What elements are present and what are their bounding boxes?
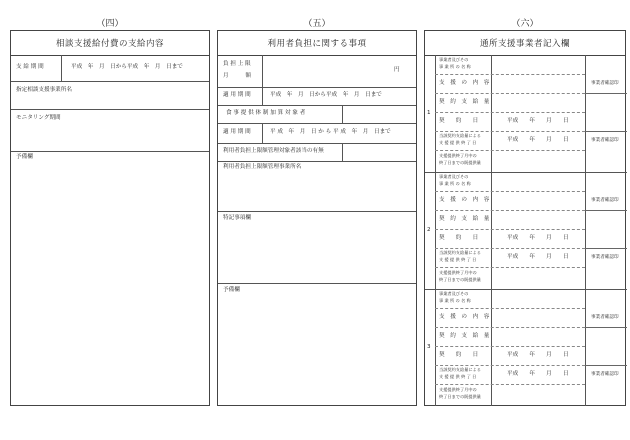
confirm-stamp: 事業者確認印 <box>591 81 619 86</box>
panel-title: 利用者負担に関する事項 <box>218 31 416 56</box>
remain-label-line-2: 終了日までの既提供量 <box>439 394 481 399</box>
remain-label-line-1: 支援提供終了月中の <box>439 270 477 275</box>
limit-label-2: 月 額 <box>223 73 251 79</box>
period-value: 平成 年 月 日から平成 年 月 日まで <box>71 64 183 70</box>
end-label-line-1: 当該契約支給量による <box>439 250 481 255</box>
support-label: 支 援 の 内 容 <box>439 314 490 320</box>
notes-label: 予備欄 <box>223 287 240 293</box>
mgmt-label: 利用者負担上限額管理対象者該当の有無 <box>223 148 324 154</box>
end-label-line-2: 支 援 提 供 終 了 日 <box>439 374 477 379</box>
provider-label-line-1: 事業者及びその <box>439 174 469 179</box>
period-value-a: 平成 年 月 日から平成 年 月 日まで <box>270 92 382 98</box>
limit-unit: 円 <box>394 67 400 73</box>
period-label-b: 適 用 期 間 <box>223 129 251 135</box>
support-label: 支 援 の 内 容 <box>439 197 490 203</box>
confirm-stamp: 事業者確認印 <box>591 138 619 143</box>
confirm-stamp: 事業者確認印 <box>591 315 619 320</box>
provider-block <box>425 55 627 172</box>
contract-date-label: 契 約 日 <box>439 235 479 241</box>
section-number-6: （六） <box>511 19 539 29</box>
notes-label: 予備欄 <box>16 154 33 160</box>
contract-date-label: 契 約 日 <box>439 118 479 124</box>
section-number-4: （四） <box>96 19 124 29</box>
confirm-stamp: 事業者確認印 <box>591 255 619 260</box>
remain-label-line-2: 終了日までの既提供量 <box>439 160 481 165</box>
end-date-value: 平成 年 月 日 <box>507 254 569 260</box>
period-label-a: 適 用 期 間 <box>223 92 251 98</box>
special-label: 特記事項欄 <box>223 215 251 221</box>
block-index: 2 <box>427 226 431 233</box>
office-label: 指定相談支援事業所名 <box>16 87 72 93</box>
meal-label: 食 事 提 供 体 制 加 算 対 象 者 <box>226 110 306 116</box>
confirm-stamp: 事業者確認印 <box>591 372 619 377</box>
contract-date-value: 平成 年 月 日 <box>507 352 569 358</box>
contract-amount-label: 契 約 支 給 量 <box>439 333 490 339</box>
end-label-line-2: 支 援 提 供 終 了 日 <box>439 257 477 262</box>
panel-title: 相談支援給付費の支給内容 <box>11 31 209 56</box>
provider-block <box>425 172 627 289</box>
remain-label-line-1: 支援提供終了月中の <box>439 387 477 392</box>
provider-block <box>425 289 627 406</box>
confirm-stamp: 事業者確認印 <box>591 198 619 203</box>
panel-provider-entry <box>424 30 626 406</box>
provider-label-line-2: 事 業 所 の 名 称 <box>439 64 471 69</box>
section-number-5: （五） <box>303 19 331 29</box>
contract-amount-label: 契 約 支 給 量 <box>439 216 490 222</box>
block-index: 1 <box>427 109 431 116</box>
end-label-line-2: 支 援 提 供 終 了 日 <box>439 140 477 145</box>
monitoring-label: モニタリング期間 <box>16 115 61 121</box>
provider-label-line-1: 事業者及びその <box>439 57 469 62</box>
period-value-b: 平 成 年 月 日 か ら 平 成 年 月 日まで <box>270 129 391 135</box>
limit-label-1: 負 担 上 限 <box>223 61 251 67</box>
panel-user-burden <box>217 30 417 406</box>
remain-label-line-2: 終了日までの既提供量 <box>439 277 481 282</box>
support-label: 支 援 の 内 容 <box>439 80 490 86</box>
remain-label-line-1: 支援提供終了月中の <box>439 153 477 158</box>
panel-title: 通所支援事業者記入欄 <box>425 31 625 56</box>
contract-amount-label: 契 約 支 給 量 <box>439 99 490 105</box>
end-date-value: 平成 年 月 日 <box>507 137 569 143</box>
contract-date-label: 契 約 日 <box>439 352 479 358</box>
end-date-value: 平成 年 月 日 <box>507 371 569 377</box>
contract-date-value: 平成 年 月 日 <box>507 118 569 124</box>
provider-label-line-2: 事 業 所 の 名 称 <box>439 298 471 303</box>
end-label-line-1: 当該契約支給量による <box>439 367 481 372</box>
block-index: 3 <box>427 343 431 350</box>
period-label: 支 給 期 間 <box>16 64 44 70</box>
contract-date-value: 平成 年 月 日 <box>507 235 569 241</box>
provider-label-line-2: 事 業 所 の 名 称 <box>439 181 471 186</box>
mgmt-office-label: 利用者負担上限額管理事業所名 <box>223 164 302 170</box>
panel-benefit-content <box>10 30 210 406</box>
provider-label-line-1: 事業者及びその <box>439 291 469 296</box>
end-label-line-1: 当該契約支給量による <box>439 133 481 138</box>
